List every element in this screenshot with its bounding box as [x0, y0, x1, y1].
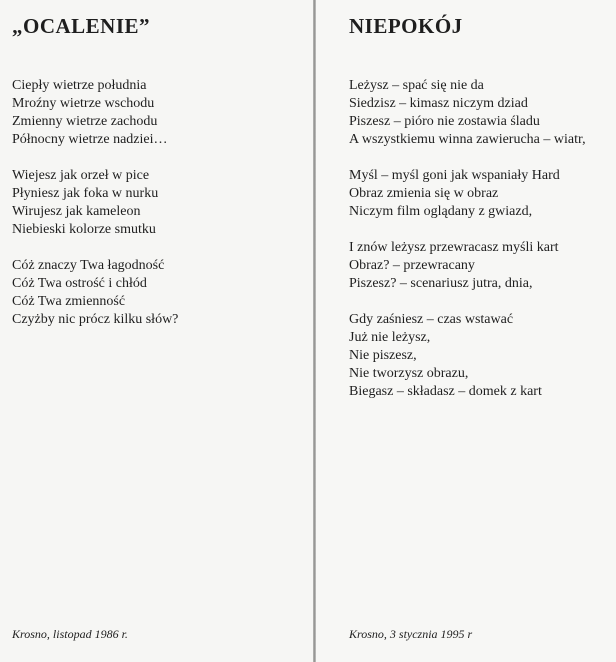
- stanza: [349, 311, 586, 401]
- poem-line: Piszesz? – scenariusz jutra, dnia,: [349, 276, 533, 291]
- poem-line: Zmienny wietrze zachodu: [12, 114, 158, 129]
- poem-line: Już nie leżysz,: [349, 330, 431, 345]
- poem-line: Cóż Twa ostrość i chłód: [12, 276, 147, 291]
- poem-line: Myśl – myśl goni jak wspaniały Hard: [349, 168, 560, 183]
- poem-line: Niebieski kolorze smutku: [12, 222, 156, 237]
- poem-line: Obraz zmienia się w obraz: [349, 186, 499, 201]
- stanza: [349, 167, 586, 221]
- stanza: [349, 239, 586, 293]
- stanza: [12, 77, 178, 149]
- poem-line: Niczym film oglądany z gwiazd,: [349, 204, 533, 219]
- poem-title-niepokoj: NIEPOKÓJ: [349, 14, 463, 38]
- poem-line: Ciepły wietrze południa: [12, 78, 147, 93]
- poem-line: Cóż znaczy Twa łagodność: [12, 258, 165, 273]
- poem-line: Nie tworzysz obrazu,: [349, 366, 469, 381]
- poem-line: Obraz? – przewracany: [349, 258, 475, 273]
- poem-body-niepokoj: [349, 77, 586, 419]
- poem-line: Płyniesz jak foka w nurku: [12, 186, 159, 201]
- poem-line: Mroźny wietrze wschodu: [12, 96, 155, 111]
- poem-line: Gdy zaśniesz – czas wstawać: [349, 312, 514, 327]
- poem-line: Wiejesz jak orzeł w pice: [12, 168, 150, 183]
- poem-line: Nie piszesz,: [349, 348, 417, 363]
- poem-line: Leżysz – spać się nie da: [349, 78, 484, 93]
- right-page: [316, 0, 616, 662]
- stanza: [12, 257, 178, 329]
- poem-line: Siedzisz – kimasz niczym dziad: [349, 96, 528, 111]
- stanza: [12, 167, 178, 239]
- poem-line: A wszystkiemu winna zawierucha – wiatr,: [349, 132, 586, 147]
- poem-line: Biegasz – składasz – domek z kart: [349, 384, 542, 399]
- poem-line: Czyżby nic prócz kilku słów?: [12, 312, 179, 327]
- poem-line: Wirujesz jak kameleon: [12, 204, 141, 219]
- poem-line: Piszesz – pióro nie zostawia śladu: [349, 114, 540, 129]
- poem-title-ocalenie: „OCALENIE”: [12, 14, 151, 38]
- stanza: [349, 77, 586, 149]
- poem-line: Północny wietrze nadziei…: [12, 132, 168, 147]
- poem-body-ocalenie: [12, 77, 178, 347]
- poem-line: Cóż Twa zmienność: [12, 294, 126, 309]
- poem-footer-niepokoj: Krosno, 3 stycznia 1995 r: [349, 627, 473, 641]
- poem-line: I znów leżysz przewracasz myśli kart: [349, 240, 559, 255]
- poem-footer-ocalenie: Krosno, listopad 1986 r.: [12, 627, 128, 641]
